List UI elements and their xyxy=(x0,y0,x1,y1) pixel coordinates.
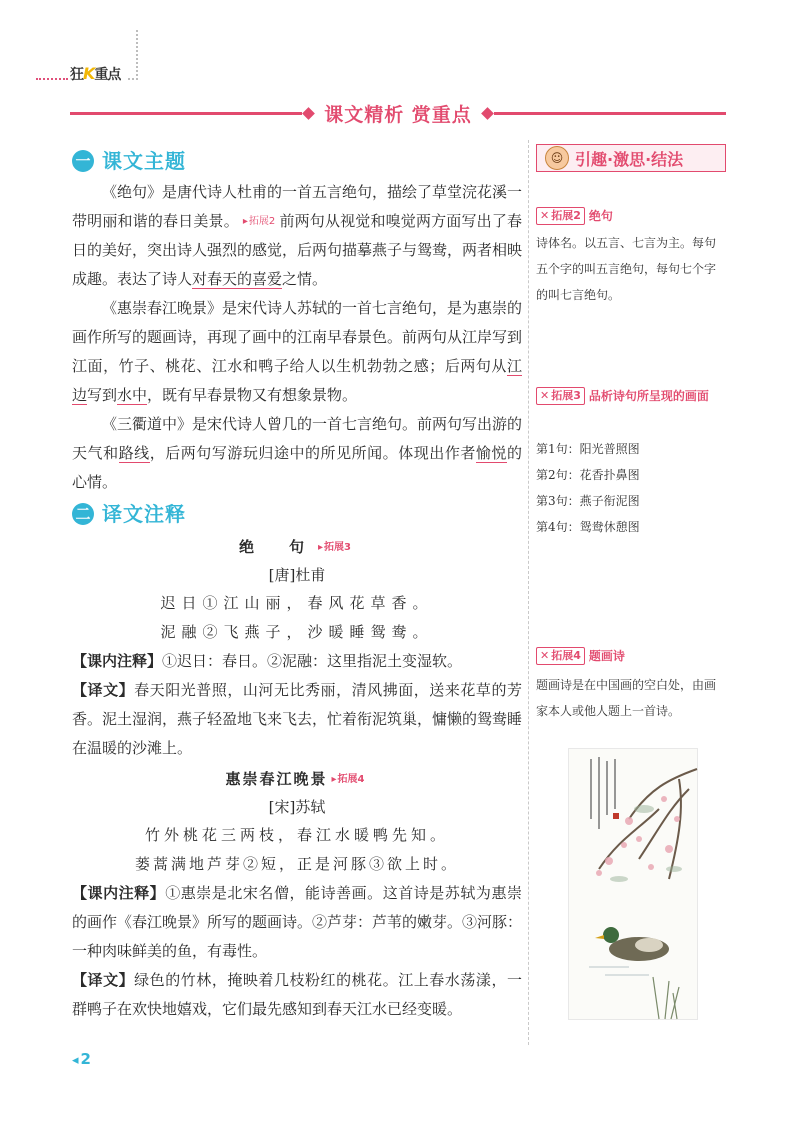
sidebar xyxy=(536,144,726,718)
list-item: 第3句：燕子衔泥图 xyxy=(536,494,640,508)
extension-tag[interactable]: ▸ 拓展2 xyxy=(243,216,275,228)
poem-translation: 【译文】绿色的竹林，掩映着几枝粉红的桃花。江上春水荡漾，一群鸭子在欢快地嬉戏，它们最先感知到春天江水已经变暖。 xyxy=(72,971,522,1018)
extension-3-header: ✕ 拓展3 品析诗句所呈现的画面 xyxy=(536,384,726,408)
section-header-translation xyxy=(72,497,522,531)
sidebar-banner xyxy=(536,144,726,172)
cross-icon: ✕ xyxy=(540,389,550,402)
section-title: 课文主题 xyxy=(102,148,186,173)
column-divider xyxy=(528,140,529,1045)
section-number-icon: 二 xyxy=(72,503,94,525)
main-column xyxy=(72,144,522,1024)
poem-author: [宋]苏轼 xyxy=(268,798,326,816)
poem-line: 迟日①江山丽，春风花草香。 xyxy=(160,594,434,612)
section-title-band xyxy=(70,100,726,126)
poem-line: 竹外桃花三两枝，春江水暖鸭先知。 xyxy=(144,826,449,844)
title-line-left xyxy=(70,112,302,115)
poem-title: 惠崇春江晚景▸ 拓展4 xyxy=(72,765,522,793)
student-avatar-icon: ☺ xyxy=(545,146,569,170)
section-title: 译文注释 xyxy=(102,501,186,526)
page-title: 课文精析 赏重点 xyxy=(324,104,472,126)
poem-line: 蒌蒿满地芦芽②短，正是河豚③欲上时。 xyxy=(134,855,459,873)
brand-logo: 狂K重点 xyxy=(70,64,121,83)
extension-4-body: 题画诗是在中国画的空白处，由画家本人或他人题上一首诗。 xyxy=(536,678,717,718)
extension-badge: ✕ 拓展4 xyxy=(536,647,585,665)
extension-3-body xyxy=(536,436,726,540)
extension-4-header: ✕ 拓展4 题画诗 xyxy=(536,644,726,668)
section-header-theme xyxy=(72,144,522,178)
diamond-icon xyxy=(302,107,315,120)
extension-2-body: 诗体名。以五言、七言为主。每句五个字的叫五言绝句，每句七个字的叫七言绝句。 xyxy=(536,236,717,302)
list-item: 第1句：阳光普照图 xyxy=(536,442,640,456)
extension-tag[interactable]: ▸ 拓展4 xyxy=(332,774,365,786)
extension-2-header: ✕ 拓展2 绝句 xyxy=(536,204,726,228)
ink-painting-image xyxy=(568,748,698,1020)
poem-author: [唐]杜甫 xyxy=(268,566,326,584)
poem-notes: 【课内注释】①迟日：春日。②泥融：这里指泥土变湿软。 xyxy=(72,652,463,670)
theme-paragraph-2: 《惠崇春江晚景》是宋代诗人苏轼的一首七言绝句，是为惠崇的画作所写的题画诗，再现了画中的江南早春景色。前两句从江岸写到江面，竹子、桃花、江水和鸭子给人以生机勃勃之感；后两句从江边写到水中，既有早春景物又有想象景物。 xyxy=(72,299,523,404)
extension-badge: ✕ 拓展2 xyxy=(536,207,585,225)
diamond-icon xyxy=(481,107,494,120)
poem-translation: 【译文】春天阳光普照，山河无比秀丽，清风拂面，送来花草的芳香。泥土湿润，燕子轻盈地飞来飞去，忙着衔泥筑巢，慵懒的鸳鸯睡在温暖的沙滩上。 xyxy=(72,681,523,757)
corner-crop-mark xyxy=(128,30,138,80)
page-number: ◂ 2 xyxy=(72,1050,91,1068)
section-number-icon: 一 xyxy=(72,150,94,172)
title-line-right xyxy=(494,112,726,115)
extension-badge: ✕ 拓展3 xyxy=(536,387,585,405)
theme-paragraph-1: 《绝句》是唐代诗人杜甫的一首五言绝句，描绘了草堂浣花溪一带明丽和谐的春日美景。▸ 拓展2 前两句从视觉和嗅觉两方面写出了春日的美好，突出诗人强烈的感觉，后两句描摹燕子与鸳鸯，两者相映成趣。表达了诗人对春天的喜爱之情。 xyxy=(72,178,522,294)
header-dots xyxy=(36,78,68,80)
painting-artwork xyxy=(569,749,699,1021)
list-item: 第4句：鸳鸯休憩图 xyxy=(536,520,640,534)
cross-icon: ✕ xyxy=(540,209,550,222)
poem-title: 绝 句▸ 拓展3 xyxy=(72,533,522,561)
sidebar-banner-label: 引趣·激思·结法 xyxy=(575,149,684,169)
cross-icon: ✕ xyxy=(540,649,550,662)
poem-line: 泥融②飞燕子，沙暖睡鸳鸯。 xyxy=(160,623,434,641)
list-item: 第2句：花香扑鼻图 xyxy=(536,468,640,482)
theme-paragraph-3: 《三衢道中》是宋代诗人曾几的一首七言绝句。前两句写出游的天气和路线，后两句写游玩归途中的所见所闻。体现出作者愉悦的心情。 xyxy=(72,415,523,491)
extension-tag[interactable]: ▸ 拓展3 xyxy=(318,542,351,554)
poem-notes: 【课内注释】①惠崇是北宋名僧，能诗善画。这首诗是苏轼为惠崇的画作《春江晚景》所写的题画诗。②芦芽：芦苇的嫩芽。③河豚：一种肉味鲜美的鱼，有毒性。 xyxy=(72,884,523,960)
